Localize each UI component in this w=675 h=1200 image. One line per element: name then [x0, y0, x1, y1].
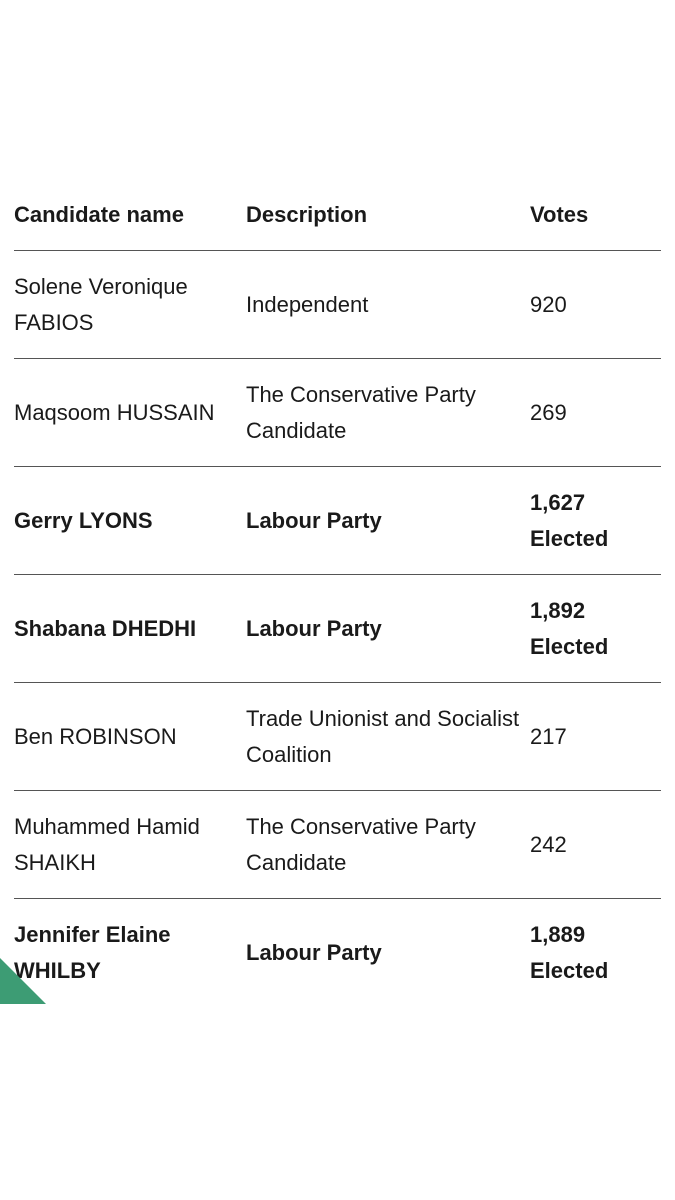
table-header [14, 180, 661, 251]
table-row [14, 683, 661, 791]
candidate-description: Labour Party [246, 939, 382, 965]
header-description: Description [246, 202, 368, 227]
candidate-description: The Conservative Party Candidate [246, 813, 476, 875]
table-row [14, 251, 661, 359]
candidate-description: Labour Party [246, 615, 382, 641]
votes-cell [530, 395, 661, 431]
elected-status: Elected [530, 957, 609, 983]
votes-cell [530, 485, 661, 557]
votes-cell [530, 593, 661, 665]
header-candidate-name: Candidate name [14, 202, 184, 227]
candidate-description: Trade Unionist and Socialist Coalition [246, 705, 520, 767]
candidate-name: Muhammed Hamid SHAIKH [14, 813, 200, 875]
results-table [14, 180, 661, 1006]
table-row [14, 359, 661, 467]
votes-cell [530, 827, 661, 863]
table-row [14, 791, 661, 899]
table-row [14, 467, 661, 575]
corner-triangle-icon [0, 958, 46, 1004]
vote-count: 217 [530, 723, 567, 749]
vote-count: 920 [530, 291, 567, 317]
candidate-name: Maqsoom HUSSAIN [14, 399, 215, 425]
vote-count: 269 [530, 399, 567, 425]
table-row [14, 575, 661, 683]
candidate-name: Jennifer Elaine WHILBY [14, 921, 171, 983]
header-votes: Votes [530, 202, 589, 227]
vote-count: 242 [530, 831, 567, 857]
table-row [14, 899, 661, 1006]
elected-status: Elected [530, 633, 609, 659]
candidate-description: Independent [246, 291, 369, 317]
candidate-name: Gerry LYONS [14, 507, 153, 533]
votes-cell [530, 719, 661, 755]
vote-count: 1,892 [530, 597, 586, 623]
candidate-name: Ben ROBINSON [14, 723, 177, 749]
votes-cell [530, 917, 661, 989]
votes-cell [530, 287, 661, 323]
candidate-description: The Conservative Party Candidate [246, 381, 476, 443]
candidate-name: Shabana DHEDHI [14, 615, 197, 641]
candidate-name: Solene Veronique FABIOS [14, 273, 188, 335]
vote-count: 1,627 [530, 489, 586, 515]
candidate-description: Labour Party [246, 507, 382, 533]
vote-count: 1,889 [530, 921, 586, 947]
elected-status: Elected [530, 525, 609, 551]
